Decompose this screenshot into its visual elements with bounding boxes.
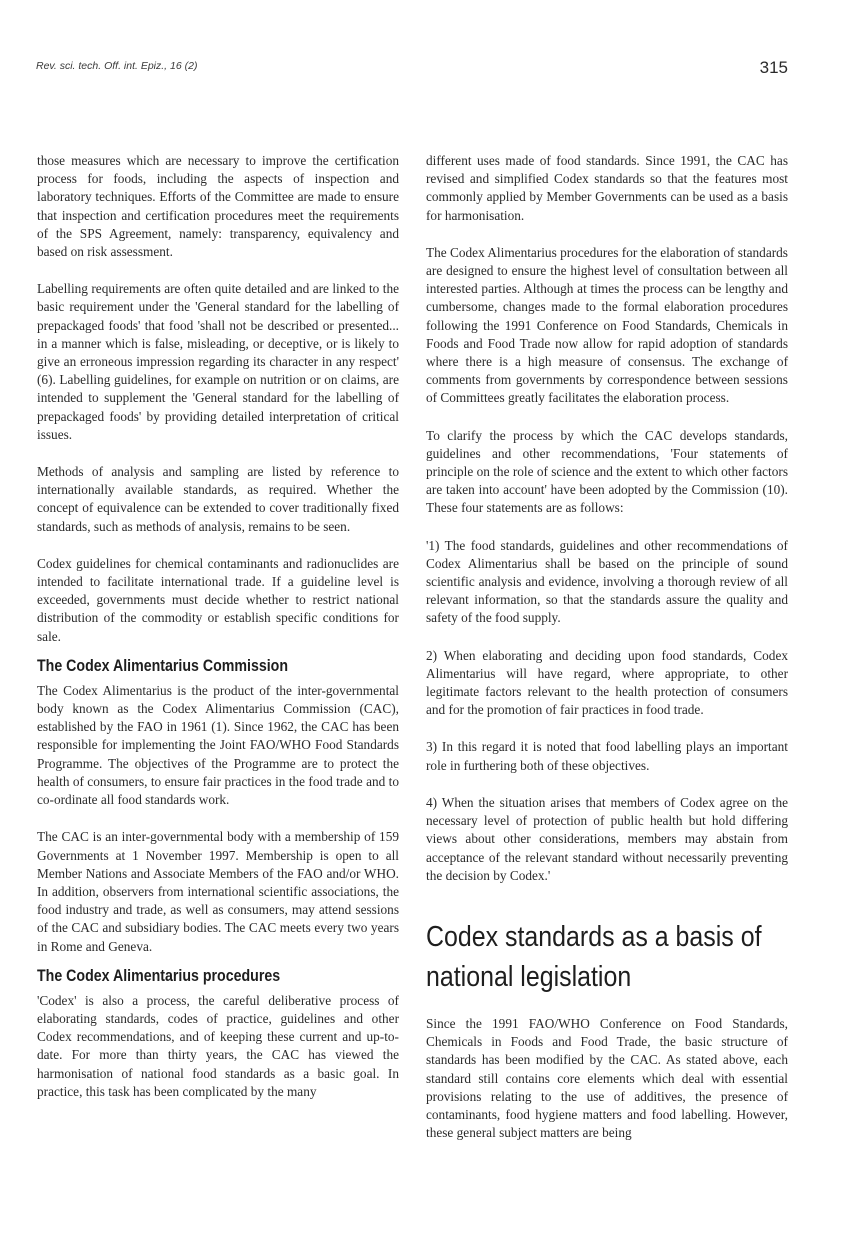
section-title-line1: Codex standards as a basis of xyxy=(426,920,762,953)
principle-2: 2) When elaborating and deciding upon food standards, Codex Alimentarius will have regard, where appropriate, to other legitimate factors relevant to the health protection of consumers and for the promotion of fair practices in food trade. xyxy=(426,647,788,718)
paragraph: The CAC is an inter-governmental body with a membership of 159 Governments at 1 November 1997. Membership is open to all Member Nations and Associate Members of the FAO and/or WHO. In addition, observers from international scientific associations, the food industry and trade, as well as consumers, may attend sessions of the CAC and subsidiary bodies. The CAC meets every two years in Rome and Geneva. xyxy=(37,829,399,954)
paragraph: Labelling requirements are often quite detailed and are linked to the basic requirement under the 'General standard for the labelling of prepackaged foods' that food 'shall not be described or presented... in a manner which is false, misleading, or deceptive, or is likely to give an erroneous impression regarding its character in any respect' (6). Labelling guidelines, for example on nutrition or on claims, are intended to supplement the 'General standard for the labelling of prepackaged foods' by providing detailed interpretation of critical issues. xyxy=(37,281,399,442)
paragraph: 'Codex' is also a process, the careful deliberative process of elaborating standards, codes of practice, guidelines and other Codex recommendations, and of keeping these current and up-to-date. For more than thirty years, the CAC has viewed the harmonisation of national food standards as a basic goal. In practice, this task has been complicated by the many xyxy=(37,992,399,1099)
paragraph: Codex guidelines for chemical contaminants and radionuclides are intended to facilitate international trade. If a guideline level is exceeded, governments must decide whether to restrict national distribution of the commodity or establish specific conditions for sale. xyxy=(37,555,399,644)
journal-citation: Rev. sci. tech. Off. int. Epiz., 16 (2) xyxy=(36,60,198,72)
paragraph: To clarify the process by which the CAC develops standards, guidelines and other recommendations, 'Four statements of principle on the role of science and the extent to which other factors are taken into account' have been adopted by the Commission (10). These four statements are as follows: xyxy=(426,427,788,516)
right-column xyxy=(426,152,788,1161)
section-title xyxy=(426,917,762,997)
paragraph: The Codex Alimentarius is the product of the inter-governmental body known as the Codex Alimentarius Commission (CAC), established by the FAO in 1961 (1). Since 1962, the CAC has been responsible for implementing the Joint FAO/WHO Food Standards Programme. The objectives of the Programme are to protect the health of consumers, to ensure fair practices in the food trade and to co-ordinate all food standards work. xyxy=(37,682,399,808)
section-title-line2: national legislation xyxy=(426,960,632,993)
paragraph: Methods of analysis and sampling are listed by reference to internationally available standards, as required. Whether the concept of equivalence can be extended to cover traditionally fixed standards, such as methods of analysis, remains to be seen. xyxy=(37,464,399,534)
paragraph: The Codex Alimentarius procedures for the elaboration of standards are designed to ensure the highest level of consultation between all interested parties. Although at times the process can be lengthy and cumbersome, changes made to the formal elaboration procedures following the 1991 Conference on Food Standards, Chemicals in Foods and Food Trade now allow for rapid adoption of standards where there is a high measure of consensus. The exchange of comments from governments by correspondence between sessions of Committees greatly facilitates the elaboration process. xyxy=(426,244,788,406)
left-column xyxy=(37,152,399,1120)
paragraph: different uses made of food standards. Since 1991, the CAC has revised and simplified Codex standards so that the features most commonly applied by Member Governments can be used as a basis for harmonisation. xyxy=(426,153,788,223)
page-number: 315 xyxy=(759,58,788,77)
principle-4: 4) When the situation arises that members of Codex agree on the necessary level of protection of public health but hold differing views about other considerations, members may abstain from acceptance of the relevant standard without necessarily preventing the decision by Codex.' xyxy=(426,794,788,883)
principle-1: '1) The food standards, guidelines and other recommendations of Codex Alimentarius shall be based on the principle of sound scientific analysis and evidence, involving a thorough review of all relevant information, so that the standards assure the quality and safety of the food supply. xyxy=(426,537,788,626)
paragraph: those measures which are necessary to improve the certification process for foods, including the aspects of inspection and laboratory techniques. Efforts of the Committee are made to ensure that inspection and certification procedures meet the requirements of the SPS Agreement, namely: transparency, equivalency and based on risk assessment. xyxy=(37,153,399,260)
section-heading: The Codex Alimentarius Commission xyxy=(37,656,289,675)
principle-3: 3) In this regard it is noted that food labelling plays an important role in furthering both of these objectives. xyxy=(426,739,788,773)
section-heading: The Codex Alimentarius procedures xyxy=(37,966,281,985)
paragraph: Since the 1991 FAO/WHO Conference on Food Standards, Chemicals in Foods and Food Trade, the basic structure of standards has been modified by the CAC. As stated above, each standard still contains core elements which deal with essential provisions relating to the use of additives, the presence of contaminants, food hygiene matters and food labelling. However, these general subject matters are being xyxy=(426,1015,788,1141)
